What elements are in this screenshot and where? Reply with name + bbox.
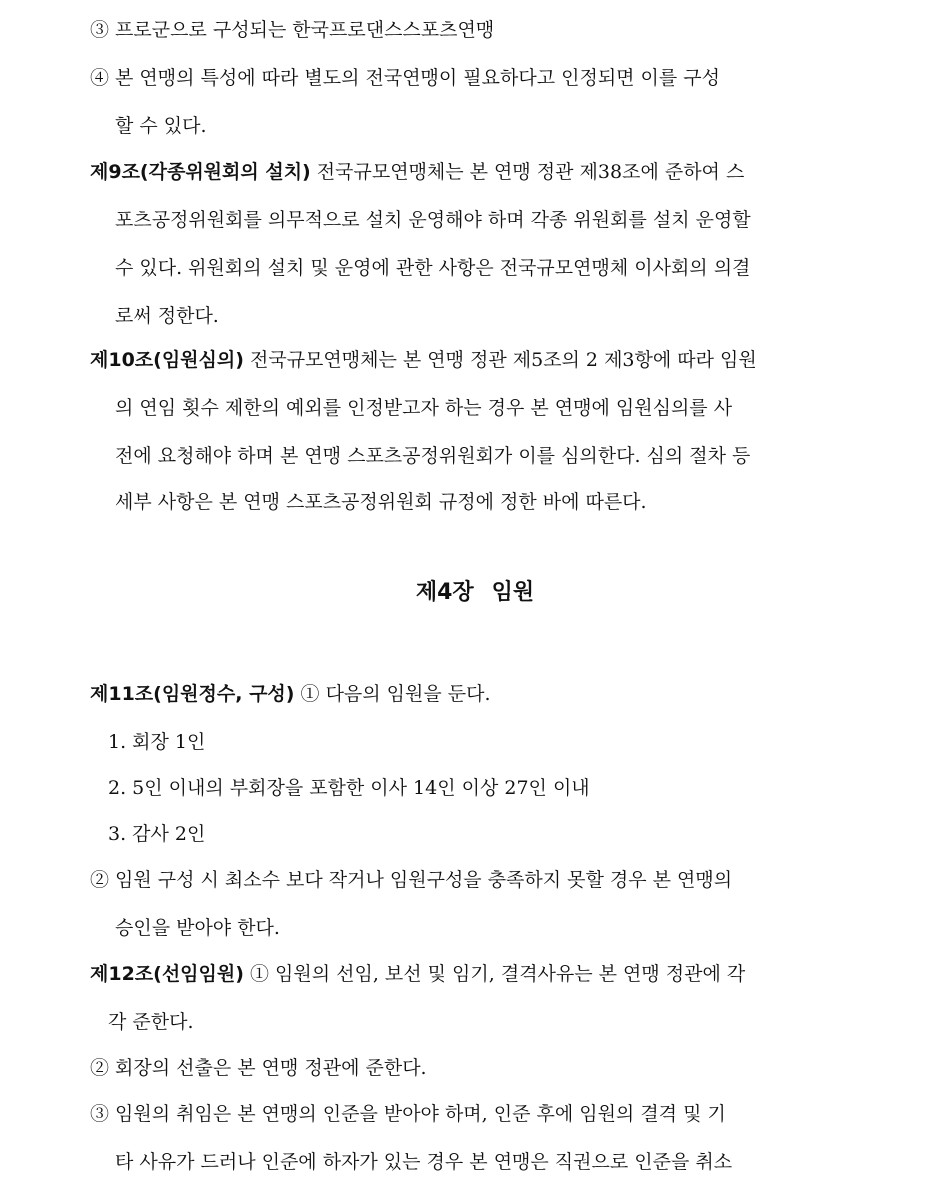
art10-line4 bbox=[0, 486, 950, 518]
art9-line3-text: 수 있다. 위원회의 설치 및 운영에 관한 사항은 전국규모연맹체 이사회의 의결 bbox=[115, 257, 751, 279]
art11-item2-line2-text: 승인을 받아야 한다. bbox=[115, 917, 280, 939]
art11-heading: 제11조(임원정수, 구성) bbox=[90, 683, 295, 705]
art8-item4-line1-text: ④ 본 연맹의 특성에 따라 별도의 전국연맹이 필요하다고 인정되면 이를 구성 bbox=[90, 67, 721, 89]
art9-line1-text: 전국규모연맹체는 본 연맹 정관 제38조에 준하여 스 bbox=[316, 161, 745, 183]
art12-line2 bbox=[0, 1006, 950, 1038]
art9-line2-text: 포츠공정위원회를 의무적으로 설치 운영해야 하며 각종 위원회를 설치 운영할 bbox=[115, 209, 751, 231]
art8-item3 bbox=[0, 14, 950, 46]
art9-line2 bbox=[0, 204, 950, 236]
art8-item4-line2-text: 할 수 있다. bbox=[115, 115, 207, 137]
art8-item3-text: ③ 프로군으로 구성되는 한국프로댄스스포츠연맹 bbox=[90, 19, 495, 41]
art12-item3-line2 bbox=[0, 1146, 950, 1178]
art12-line1 bbox=[0, 958, 950, 990]
art12-item3-line2-text: 타 사유가 드러나 인준에 하자가 있는 경우 본 연맹은 직권으로 인준을 취소 bbox=[115, 1151, 733, 1173]
chapter-name: 임원 bbox=[491, 580, 535, 605]
art10-line2 bbox=[0, 392, 950, 424]
art12-line1-text: ① 임원의 선임, 보선 및 임기, 결격사유는 본 연맹 정관에 각 bbox=[249, 963, 746, 985]
chapter-title bbox=[0, 577, 950, 609]
art12-line2-text: 각 준한다. bbox=[108, 1011, 194, 1033]
art12-item3-line1-text: ③ 임원의 취임은 본 연맹의 인준을 받아야 하며, 인준 후에 임원의 결격 및 기 bbox=[90, 1103, 726, 1125]
art10-line1 bbox=[0, 344, 950, 376]
art11-line1 bbox=[0, 678, 950, 710]
art11-intro: ① 다음의 임원을 둔다. bbox=[300, 683, 491, 705]
art9-heading: 제9조(각종위원회의 설치) bbox=[90, 161, 311, 183]
art9-line4 bbox=[0, 300, 950, 332]
art10-line3 bbox=[0, 440, 950, 472]
art9-line4-text: 로써 정한다. bbox=[115, 305, 219, 327]
art10-line2-text: 의 연임 횟수 제한의 예외를 인정받고자 하는 경우 본 연맹에 임원심의를 사 bbox=[115, 397, 733, 419]
art12-heading: 제12조(선임임원) bbox=[90, 963, 244, 985]
art9-line3 bbox=[0, 252, 950, 284]
art10-line1-text: 전국규모연맹체는 본 연맹 정관 제5조의 2 제3항에 따라 임원 bbox=[249, 349, 757, 371]
art11-item2-line1 bbox=[0, 864, 950, 896]
art10-line3-text: 전에 요청해야 하며 본 연맹 스포츠공정위원회가 이를 심의한다. 심의 절차 등 bbox=[115, 445, 751, 467]
art11-list-item-2: 2. 5인 이내의 부회장을 포함한 이사 14인 이상 27인 이내 bbox=[108, 777, 590, 799]
art9-line1 bbox=[0, 156, 950, 188]
art12-item3-line1 bbox=[0, 1098, 950, 1130]
art10-heading: 제10조(임원심의) bbox=[90, 349, 244, 371]
art11-list-item bbox=[0, 818, 950, 850]
art10-line4-text: 세부 사항은 본 연맹 스포츠공정위원회 규정에 정한 바에 따른다. bbox=[115, 491, 647, 513]
art11-list-item bbox=[0, 772, 950, 804]
art11-list-item-1: 1. 회장 1인 bbox=[108, 731, 206, 753]
art8-item4-line2 bbox=[0, 110, 950, 142]
art11-item2-line1-text: ② 임원 구성 시 최소수 보다 작거나 임원구성을 충족하지 못할 경우 본 연맹의 bbox=[90, 869, 733, 891]
art12-item2-text: ② 회장의 선출은 본 연맹 정관에 준한다. bbox=[90, 1057, 427, 1079]
art12-item2 bbox=[0, 1052, 950, 1084]
art11-list-item bbox=[0, 726, 950, 758]
chapter-number: 제4장 bbox=[415, 580, 474, 605]
art11-list-item-3: 3. 감사 2인 bbox=[108, 823, 206, 845]
art11-item2-line2 bbox=[0, 912, 950, 944]
art8-item4-line1 bbox=[0, 62, 950, 94]
